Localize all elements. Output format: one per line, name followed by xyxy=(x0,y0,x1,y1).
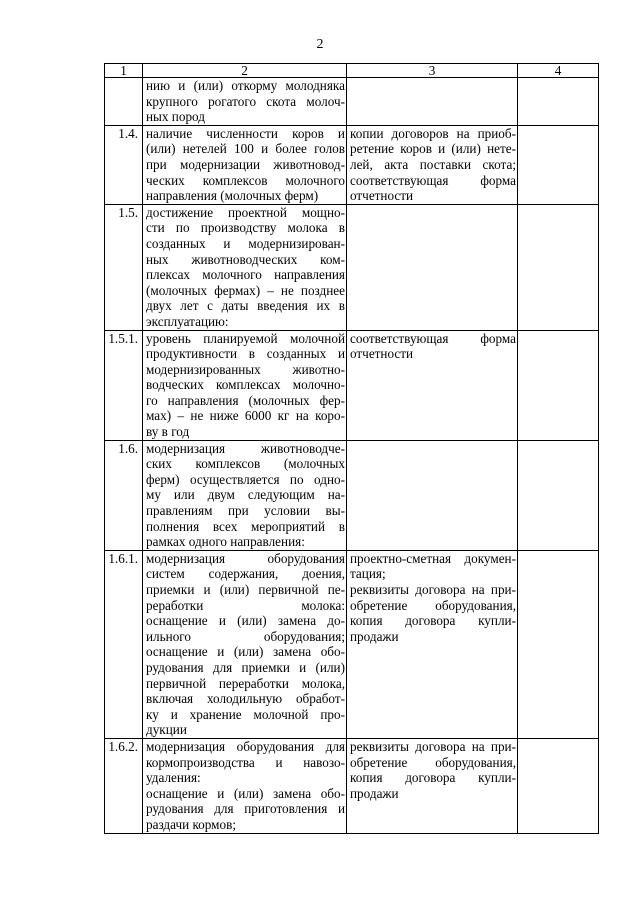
item-number: 1.6.2. xyxy=(105,738,143,833)
text-line: созданных и модернизирован- xyxy=(146,235,345,251)
requirement-text xyxy=(143,440,347,550)
text-line: модернизированных животно- xyxy=(146,361,345,377)
text-line: включая холодильную обработ- xyxy=(146,691,345,707)
requirement-text xyxy=(143,330,347,440)
text-line: реквизиты договора на при- xyxy=(350,582,516,597)
text-line: му или двум следующим на- xyxy=(146,487,345,503)
text-line: ферм) осуществляется по одно- xyxy=(146,471,345,487)
text-line: нию и (или) откорму молодняка xyxy=(146,78,345,93)
text-line: крупного рогатого скота молоч- xyxy=(146,93,345,109)
page-number: 2 xyxy=(316,37,324,52)
text-line: обретение оборудования, xyxy=(350,597,516,613)
text-line: кормопроизводства и навозо- xyxy=(146,754,345,770)
text-line: приемки и (или) первичной пе- xyxy=(146,582,345,597)
text-line: лей, акта поставки скота; xyxy=(350,156,516,172)
item-number: 1.6.1. xyxy=(105,550,143,738)
table-row xyxy=(105,550,599,738)
text-line: рудования для приемки и (или) xyxy=(146,659,345,675)
table-row xyxy=(105,330,599,440)
text-line: обретение оборудования, xyxy=(350,754,516,770)
note-cell xyxy=(518,738,599,833)
text-line: мах) – не ниже 6000 кг на коро- xyxy=(146,408,345,424)
table-row xyxy=(105,78,599,126)
document-text xyxy=(347,330,518,440)
column-header: 2 xyxy=(143,64,347,78)
text-line: оснащение и (или) замена обо- xyxy=(146,644,345,660)
text-line: первичной переработки молока, xyxy=(146,675,345,691)
table-row xyxy=(105,204,599,330)
text-line: копия договора купли- xyxy=(350,613,516,629)
text-line: реработки молока: xyxy=(146,597,345,613)
requirements-table xyxy=(104,63,599,834)
text-line: продуктивности в созданных и xyxy=(146,346,345,362)
text-line: достижение проектной мощно- xyxy=(146,204,345,220)
requirement-text xyxy=(143,738,347,833)
text-line: наличие численности коров и xyxy=(146,125,345,141)
text-line: ческих комплексов молочного xyxy=(146,172,345,188)
requirement-text xyxy=(143,78,347,126)
text-line: копии договоров на приоб- xyxy=(350,125,516,141)
text-line: водческих комплексах молочно- xyxy=(146,377,345,393)
item-number: 1.4. xyxy=(105,125,143,204)
table-header-row xyxy=(105,64,599,78)
note-cell xyxy=(518,204,599,330)
document-text xyxy=(347,78,518,126)
text-line: продажи xyxy=(350,785,399,801)
text-line: полнения всех мероприятий в xyxy=(146,518,345,534)
text-line: правлениям при условии вы- xyxy=(146,503,345,519)
note-cell xyxy=(518,440,599,550)
document-text xyxy=(347,204,518,330)
text-line: уровень планируемой молочной xyxy=(146,330,345,346)
text-line: го направления (молочных фер- xyxy=(146,392,345,408)
text-line: продажи xyxy=(350,628,399,644)
note-cell xyxy=(518,330,599,440)
text-line: модернизация оборудования xyxy=(146,550,345,566)
text-line: отчетности xyxy=(350,188,414,204)
document-text xyxy=(347,125,518,204)
text-line: сти по производству молока в xyxy=(146,220,345,236)
item-number: 1.5.1. xyxy=(105,330,143,440)
requirement-text xyxy=(143,125,347,204)
text-line: удаления: xyxy=(146,770,201,786)
text-line: рудования для приготовления и xyxy=(146,801,345,817)
table-row xyxy=(105,440,599,550)
text-line: соответствующая форма xyxy=(350,330,516,346)
document-text xyxy=(347,440,518,550)
requirement-text xyxy=(143,204,347,330)
text-line: ских комплексов (молочных xyxy=(146,456,345,472)
text-line: дукции xyxy=(146,722,187,738)
text-line: ву в год xyxy=(146,424,190,440)
note-cell xyxy=(518,78,599,126)
text-line: тация; xyxy=(350,566,386,582)
text-line: модернизация животноводче- xyxy=(146,440,345,456)
text-line: оснащение и (или) замена до- xyxy=(146,613,345,629)
column-header: 4 xyxy=(518,64,599,78)
text-line: оснащение и (или) замена обо- xyxy=(146,785,345,801)
requirement-text xyxy=(143,550,347,738)
text-line: (молочных фермах) – не позднее xyxy=(146,282,345,298)
item-number: 1.6. xyxy=(105,440,143,550)
text-line: двух лет с даты введения их в xyxy=(146,298,345,314)
text-line: плексах молочного направления xyxy=(146,267,345,283)
item-number xyxy=(105,78,143,126)
column-header: 3 xyxy=(347,64,518,78)
item-number: 1.5. xyxy=(105,204,143,330)
table-row xyxy=(105,738,599,833)
text-line: при модернизации животновод- xyxy=(146,156,345,172)
text-line: ретение коров и (или) нете- xyxy=(350,141,516,157)
text-line: направления (молочных ферм) xyxy=(146,188,319,204)
text-line: ильного оборудования; xyxy=(146,628,345,644)
text-line: модернизация оборудования для xyxy=(146,738,345,754)
text-line: эксплуатацию: xyxy=(146,313,229,329)
text-line: проектно-сметная докумен- xyxy=(350,550,516,566)
text-line: копия договора купли- xyxy=(350,770,516,786)
text-line: ных животноводческих ком- xyxy=(146,251,345,267)
text-line: ку и хранение молочной про- xyxy=(146,706,345,722)
text-line: ных пород xyxy=(146,109,205,125)
text-line: рамках одного направления: xyxy=(146,534,305,550)
column-header: 1 xyxy=(105,64,143,78)
text-line: (или) нетелей 100 и более голов xyxy=(146,141,345,157)
note-cell xyxy=(518,550,599,738)
text-line: соответствующая форма xyxy=(350,172,516,188)
text-line: раздачи кормов; xyxy=(146,816,236,832)
text-line: отчетности xyxy=(350,346,414,362)
note-cell xyxy=(518,125,599,204)
table-row xyxy=(105,125,599,204)
text-line: реквизиты договора на при- xyxy=(350,738,516,754)
document-text xyxy=(347,550,518,738)
text-line: систем содержания, доения, xyxy=(146,566,345,582)
document-text xyxy=(347,738,518,833)
